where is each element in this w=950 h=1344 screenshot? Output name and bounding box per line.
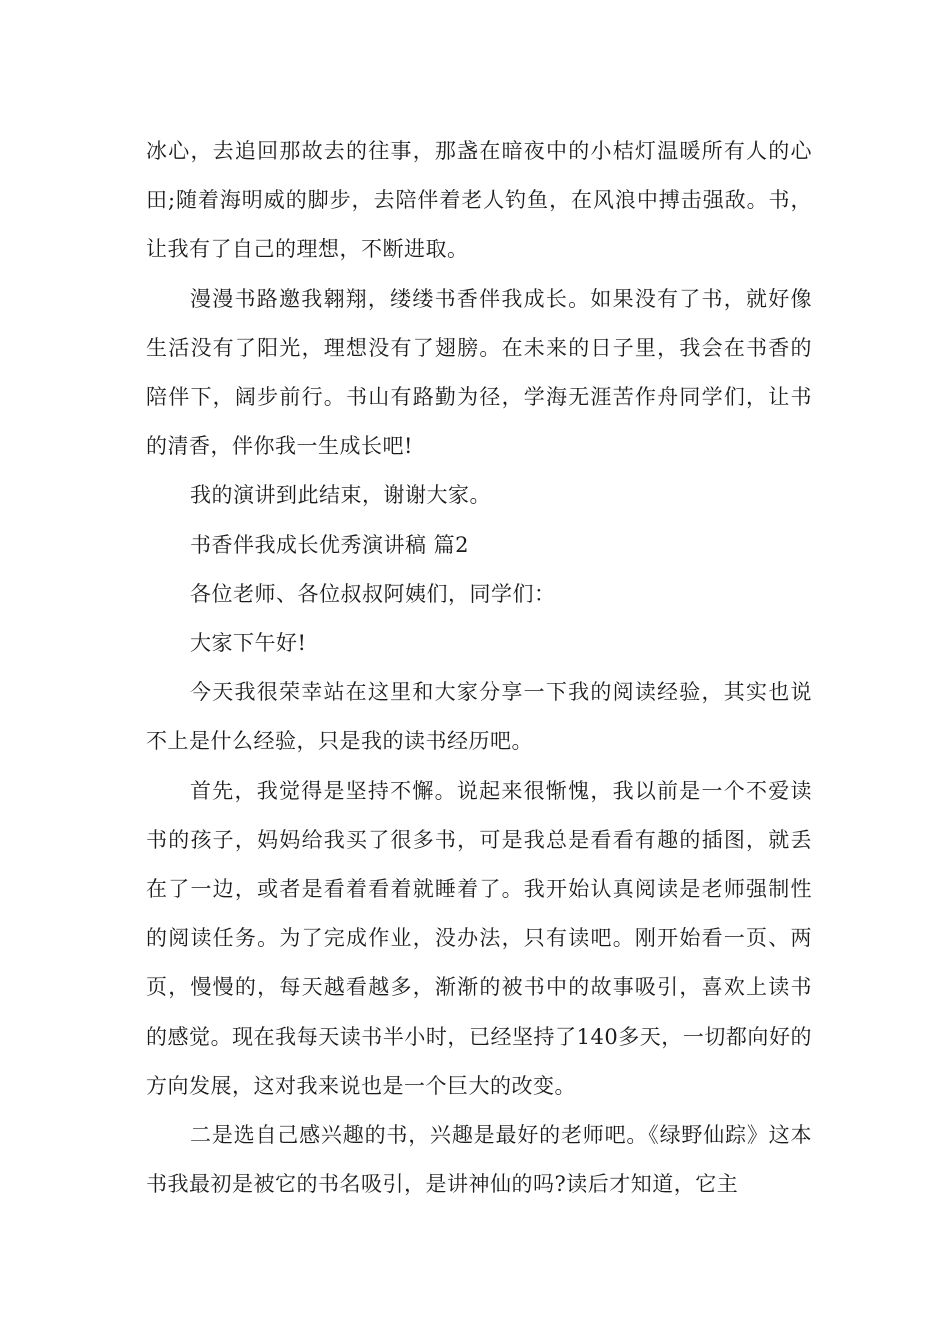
paragraph-continued-bingxin: 冰心，去追回那故去的往事，那盏在暗夜中的小桔灯温暖所有人的心田;随着海明威的脚步，去陪伴着老人钓鱼，在风浪中搏击强敌。书，让我有了自己的理想，不断进取。 bbox=[146, 139, 812, 262]
paragraph-intro-sharing: 今天我很荣幸站在这里和大家分享一下我的阅读经验，其实也说不上是什么经验，只是我的读书经历吧。 bbox=[146, 680, 812, 754]
body-text bbox=[146, 127, 812, 1209]
salutation: 各位老师、各位叔叔阿姨们，同学们： bbox=[190, 581, 556, 606]
paragraph-closing-thanks: 我的演讲到此结束，谢谢大家。 bbox=[190, 483, 491, 508]
paragraph-interest: 二是选自己感兴趣的书，兴趣是最好的老师吧。《绿野仙踪》这本书我最初是被它的书名吸引，是讲神仙的吗?读后才知道，它主 bbox=[146, 1123, 812, 1197]
section-heading-speech-2: 书香伴我成长优秀演讲稿 篇2 bbox=[190, 532, 470, 557]
paragraph-perseverance: 首先，我觉得是坚持不懈。说起来很惭愧，我以前是一个不爱读书的孩子，妈妈给我买了很多书，可是我总是看看有趣的插图，就丢在了一边，或者是看着看着就睡着了。我开始认真阅读是老师强制性的阅读任务。为了完成作业，没办法，只有读吧。刚开始看一页、两页，慢慢的，每天越看越多，渐渐的被书中的故事吸引，喜欢上读书的感觉。现在我每天读书半小时，已经坚持了140多天，一切都向好的方向发展，这对我来说也是一个巨大的改变。 bbox=[146, 778, 812, 1098]
paragraph-book-road: 漫漫书路邀我翱翔，缕缕书香伴我成长。如果没有了书，就好像生活没有了阳光，理想没有了翅膀。在未来的日子里，我会在书香的陪伴下，阔步前行。书山有路勤为径，学海无涯苦作舟同学们，让书的清香，伴你我一生成长吧! bbox=[146, 286, 812, 459]
greeting: 大家下午好! bbox=[190, 631, 307, 656]
